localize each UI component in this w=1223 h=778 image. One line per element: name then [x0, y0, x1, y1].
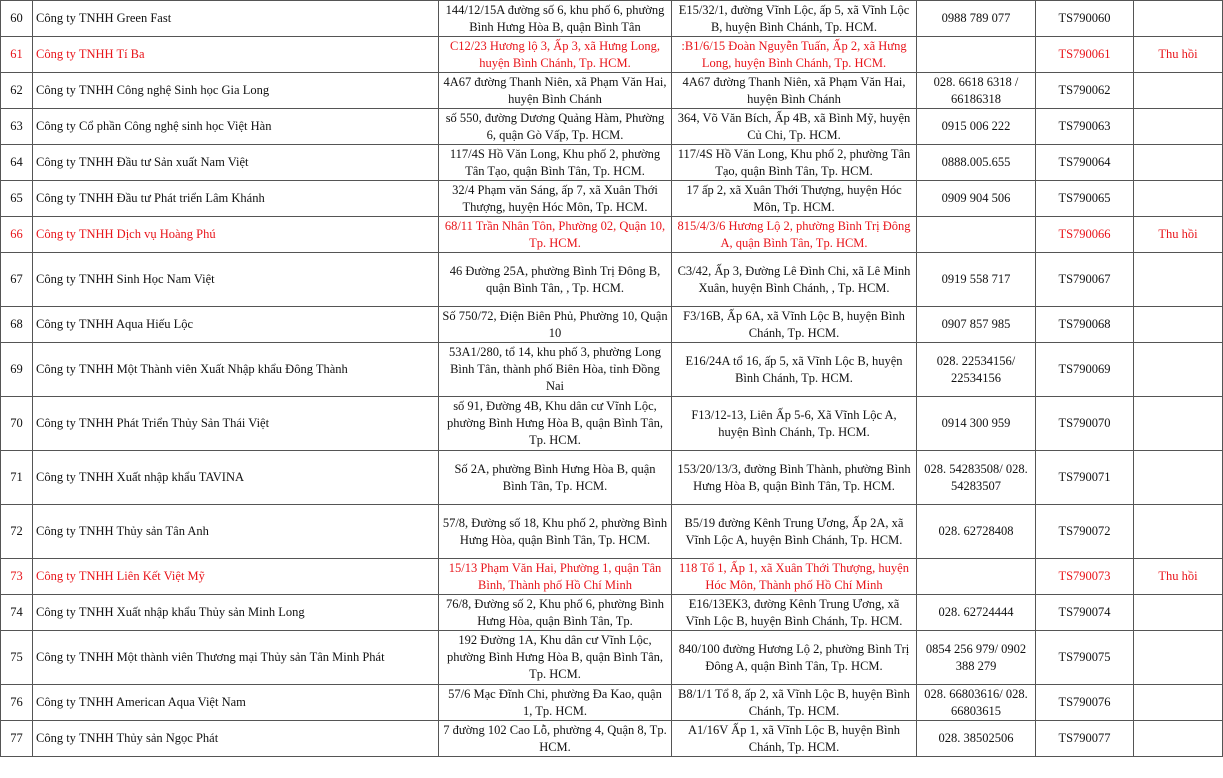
registration-code: TS790077: [1036, 721, 1134, 757]
table-row: [1, 685, 1223, 721]
phone-number: 028. 54283508/ 028. 54283507: [917, 451, 1036, 505]
row-number: 73: [1, 559, 33, 595]
status-note: [1134, 109, 1223, 145]
registration-code: TS790065: [1036, 181, 1134, 217]
production-address: B8/1/1 Tổ 8, ấp 2, xã Vĩnh Lộc B, huyện Bình Chánh, Tp. HCM.: [672, 685, 917, 721]
table-row: [1, 181, 1223, 217]
production-address: F13/12-13, Liên Ấp 5-6, Xã Vĩnh Lộc A, huyện Bình Chánh, Tp. HCM.: [672, 397, 917, 451]
head-office-address: 144/12/15A đường số 6, khu phố 6, phường Bình Hưng Hòa B, quận Bình Tân: [439, 1, 672, 37]
phone-number: [917, 559, 1036, 595]
production-address: E16/24A tổ 16, ấp 5, xã Vĩnh Lộc B, huyện Bình Chánh, Tp. HCM.: [672, 343, 917, 397]
production-address: 117/4S Hồ Văn Long, Khu phố 2, phường Tân Tạo, quận Bình Tân, Tp. HCM.: [672, 145, 917, 181]
row-number: 70: [1, 397, 33, 451]
company-name: Công ty TNHH Green Fast: [33, 1, 439, 37]
table-row: [1, 109, 1223, 145]
production-address: 153/20/13/3, đường Bình Thành, phường Bình Hưng Hòa B, quận Bình Tân, Tp. HCM.: [672, 451, 917, 505]
row-number: 76: [1, 685, 33, 721]
registration-code: TS790068: [1036, 307, 1134, 343]
row-number: 68: [1, 307, 33, 343]
company-name: Công ty Cổ phần Công nghệ sinh học Việt Hàn: [33, 109, 439, 145]
row-number: 74: [1, 595, 33, 631]
phone-number: 028. 62724444: [917, 595, 1036, 631]
registration-code: TS790060: [1036, 1, 1134, 37]
head-office-address: 15/13 Phạm Văn Hai, Phường 1, quận Tân Bình, Thành phố Hồ Chí Minh: [439, 559, 672, 595]
production-address: 840/100 đường Hương Lộ 2, phường Bình Trị Đông A, quận Bình Tân, Tp. HCM.: [672, 631, 917, 685]
phone-number: 0907 857 985: [917, 307, 1036, 343]
status-note: [1134, 397, 1223, 451]
table-row: [1, 721, 1223, 757]
phone-number: 0988 789 077: [917, 1, 1036, 37]
company-name: Công ty TNHH Một Thành viên Xuất Nhập khẩu Đông Thành: [33, 343, 439, 397]
table-row: [1, 307, 1223, 343]
row-number: 75: [1, 631, 33, 685]
status-note: [1134, 181, 1223, 217]
registration-code: TS790076: [1036, 685, 1134, 721]
phone-number: 0909 904 506: [917, 181, 1036, 217]
head-office-address: 53A1/280, tổ 14, khu phố 3, phường Long Bình Tân, thành phố Biên Hòa, tỉnh Đồng Nai: [439, 343, 672, 397]
head-office-address: số 550, đường Dương Quảng Hàm, Phường 6, quận Gò Vấp, Tp. HCM.: [439, 109, 672, 145]
registration-code: TS790071: [1036, 451, 1134, 505]
phone-number: 0914 300 959: [917, 397, 1036, 451]
company-name: Công ty TNHH Thủy sản Ngọc Phát: [33, 721, 439, 757]
status-note: [1134, 343, 1223, 397]
head-office-address: 32/4 Phạm văn Sáng, ấp 7, xã Xuân Thới Thượng, huyện Hóc Môn, Tp. HCM.: [439, 181, 672, 217]
table-row: [1, 253, 1223, 307]
head-office-address: 117/4S Hồ Văn Long, Khu phố 2, phường Tân Tạo, quận Bình Tân, Tp. HCM.: [439, 145, 672, 181]
status-note: Thu hồi: [1134, 37, 1223, 73]
registration-code: TS790064: [1036, 145, 1134, 181]
company-name: Công ty TNHH Đầu tư Phát triển Lâm Khánh: [33, 181, 439, 217]
table-row: [1, 451, 1223, 505]
row-number: 60: [1, 1, 33, 37]
phone-number: 0854 256 979/ 0902 388 279: [917, 631, 1036, 685]
table-row: [1, 37, 1223, 73]
production-address: B5/19 đường Kênh Trung Ương, Ấp 2A, xã Vĩnh Lộc A, huyện Bình Chánh, Tp. HCM.: [672, 505, 917, 559]
production-address: 364, Võ Văn Bích, Ấp 4B, xã Bình Mỹ, huyện Củ Chi, Tp. HCM.: [672, 109, 917, 145]
status-note: Thu hồi: [1134, 217, 1223, 253]
registration-code: TS790074: [1036, 595, 1134, 631]
row-number: 66: [1, 217, 33, 253]
head-office-address: 7 đường 102 Cao Lỗ, phường 4, Quận 8, Tp. HCM.: [439, 721, 672, 757]
registration-code: TS790075: [1036, 631, 1134, 685]
head-office-address: 57/6 Mạc Đĩnh Chi, phường Đa Kao, quận 1, Tp. HCM.: [439, 685, 672, 721]
company-name: Công ty TNHH Tí Ba: [33, 37, 439, 73]
status-note: [1134, 145, 1223, 181]
head-office-address: 4A67 đường Thanh Niên, xã Phạm Văn Hai, huyện Bình Chánh: [439, 73, 672, 109]
registration-code: TS790067: [1036, 253, 1134, 307]
table-row: [1, 397, 1223, 451]
company-name: Công ty TNHH Đầu tư Sản xuất Nam Việt: [33, 145, 439, 181]
phone-number: 028. 66803616/ 028. 66803615: [917, 685, 1036, 721]
registration-code: TS790072: [1036, 505, 1134, 559]
company-name: Công ty TNHH Sinh Học Nam Việt: [33, 253, 439, 307]
registration-code: TS790066: [1036, 217, 1134, 253]
row-number: 63: [1, 109, 33, 145]
production-address: C3/42, Ấp 3, Đường Lê Đình Chi, xã Lê Minh Xuân, huyện Bình Chánh, , Tp. HCM.: [672, 253, 917, 307]
phone-number: [917, 37, 1036, 73]
production-address: 4A67 đường Thanh Niên, xã Phạm Văn Hai, huyện Bình Chánh: [672, 73, 917, 109]
company-name: Công ty TNHH Aqua Hiếu Lộc: [33, 307, 439, 343]
head-office-address: C12/23 Hương lộ 3, Ấp 3, xã Hưng Long, huyện Bình Chánh, Tp. HCM.: [439, 37, 672, 73]
status-note: [1134, 595, 1223, 631]
row-number: 72: [1, 505, 33, 559]
registration-code: TS790073: [1036, 559, 1134, 595]
head-office-address: 57/8, Đường số 18, Khu phố 2, phường Bình Hưng Hòa, quận Bình Tân, Tp. HCM.: [439, 505, 672, 559]
table-row: [1, 595, 1223, 631]
phone-number: 028. 38502506: [917, 721, 1036, 757]
phone-number: 028. 62728408: [917, 505, 1036, 559]
phone-number: 028. 22534156/ 22534156: [917, 343, 1036, 397]
status-note: [1134, 685, 1223, 721]
company-name: Công ty TNHH Xuất nhập khẩu TAVINA: [33, 451, 439, 505]
row-number: 61: [1, 37, 33, 73]
company-name: Công ty TNHH American Aqua Việt Nam: [33, 685, 439, 721]
production-address: :B1/6/15 Đoàn Nguyễn Tuấn, Ấp 2, xã Hưng Long, huyện Bình Chánh, Tp. HCM.: [672, 37, 917, 73]
registration-code: TS790070: [1036, 397, 1134, 451]
status-note: [1134, 307, 1223, 343]
registry-rows: [1, 1, 1223, 757]
head-office-address: 46 Đường 25A, phường Bình Trị Đông B, quận Bình Tân, , Tp. HCM.: [439, 253, 672, 307]
head-office-address: số 91, Đường 4B, Khu dân cư Vĩnh Lộc, phường Bình Hưng Hòa B, quận Bình Tân, Tp. HCM.: [439, 397, 672, 451]
company-name: Công ty TNHH Công nghệ Sinh học Gia Long: [33, 73, 439, 109]
row-number: 71: [1, 451, 33, 505]
status-note: [1134, 631, 1223, 685]
row-number: 64: [1, 145, 33, 181]
production-address: F3/16B, Ấp 6A, xã Vĩnh Lộc B, huyện Bình Chánh, Tp. HCM.: [672, 307, 917, 343]
row-number: 69: [1, 343, 33, 397]
row-number: 67: [1, 253, 33, 307]
status-note: [1134, 451, 1223, 505]
table-row: [1, 505, 1223, 559]
phone-number: 0888.005.655: [917, 145, 1036, 181]
company-name: Công ty TNHH Liên Kết Việt Mỹ: [33, 559, 439, 595]
registration-code: TS790061: [1036, 37, 1134, 73]
production-address: E15/32/1, đường Vĩnh Lộc, ấp 5, xã Vĩnh Lộc B, huyện Bình Chánh, Tp. HCM.: [672, 1, 917, 37]
production-address: E16/13EK3, đường Kênh Trung Ương, xã Vĩnh Lộc B, huyện Bình Chánh, Tp. HCM.: [672, 595, 917, 631]
company-name: Công ty TNHH Một thành viên Thương mại Thủy sản Tân Minh Phát: [33, 631, 439, 685]
status-note: Thu hồi: [1134, 559, 1223, 595]
production-address: 17 ấp 2, xã Xuân Thới Thượng, huyện Hóc Môn, Tp. HCM.: [672, 181, 917, 217]
phone-number: 0919 558 717: [917, 253, 1036, 307]
head-office-address: Số 2A, phường Bình Hưng Hòa B, quận Bình Tân, Tp. HCM.: [439, 451, 672, 505]
registration-code: TS790063: [1036, 109, 1134, 145]
table-row: [1, 73, 1223, 109]
table-row: [1, 631, 1223, 685]
head-office-address: 68/11 Trần Nhân Tôn, Phường 02, Quận 10, Tp. HCM.: [439, 217, 672, 253]
company-name: Công ty TNHH Xuất nhập khẩu Thủy sản Minh Long: [33, 595, 439, 631]
production-address: 815/4/3/6 Hương Lộ 2, phường Bình Trị Đông A, quận Bình Tân, Tp. HCM.: [672, 217, 917, 253]
phone-number: 0915 006 222: [917, 109, 1036, 145]
company-name: Công ty TNHH Phát Triển Thủy Sản Thái Việt: [33, 397, 439, 451]
head-office-address: Số 750/72, Điện Biên Phủ, Phường 10, Quận 10: [439, 307, 672, 343]
production-address: 118 Tổ 1, Ấp 1, xã Xuân Thới Thượng, huyện Hóc Môn, Thành phố Hồ Chí Minh: [672, 559, 917, 595]
production-address: A1/16V Ấp 1, xã Vĩnh Lộc B, huyện Bình Chánh, Tp. HCM.: [672, 721, 917, 757]
row-number: 77: [1, 721, 33, 757]
status-note: [1134, 721, 1223, 757]
status-note: [1134, 505, 1223, 559]
row-number: 65: [1, 181, 33, 217]
status-note: [1134, 1, 1223, 37]
table-row: [1, 559, 1223, 595]
table-row: [1, 343, 1223, 397]
row-number: 62: [1, 73, 33, 109]
table-row: [1, 1, 1223, 37]
head-office-address: 192 Đường 1A, Khu dân cư Vĩnh Lộc, phường Bình Hưng Hòa B, quận Bình Tân, Tp. HCM.: [439, 631, 672, 685]
table-row: [1, 217, 1223, 253]
status-note: [1134, 73, 1223, 109]
table-row: [1, 145, 1223, 181]
phone-number: [917, 217, 1036, 253]
registration-code: TS790069: [1036, 343, 1134, 397]
registration-code: TS790062: [1036, 73, 1134, 109]
head-office-address: 76/8, Đường số 2, Khu phố 6, phường Bình Hưng Hòa, quận Bình Tân, Tp.: [439, 595, 672, 631]
phone-number: 028. 6618 6318 / 66186318: [917, 73, 1036, 109]
company-name: Công ty TNHH Thủy sản Tân Anh: [33, 505, 439, 559]
company-name: Công ty TNHH Dịch vụ Hoàng Phú: [33, 217, 439, 253]
status-note: [1134, 253, 1223, 307]
